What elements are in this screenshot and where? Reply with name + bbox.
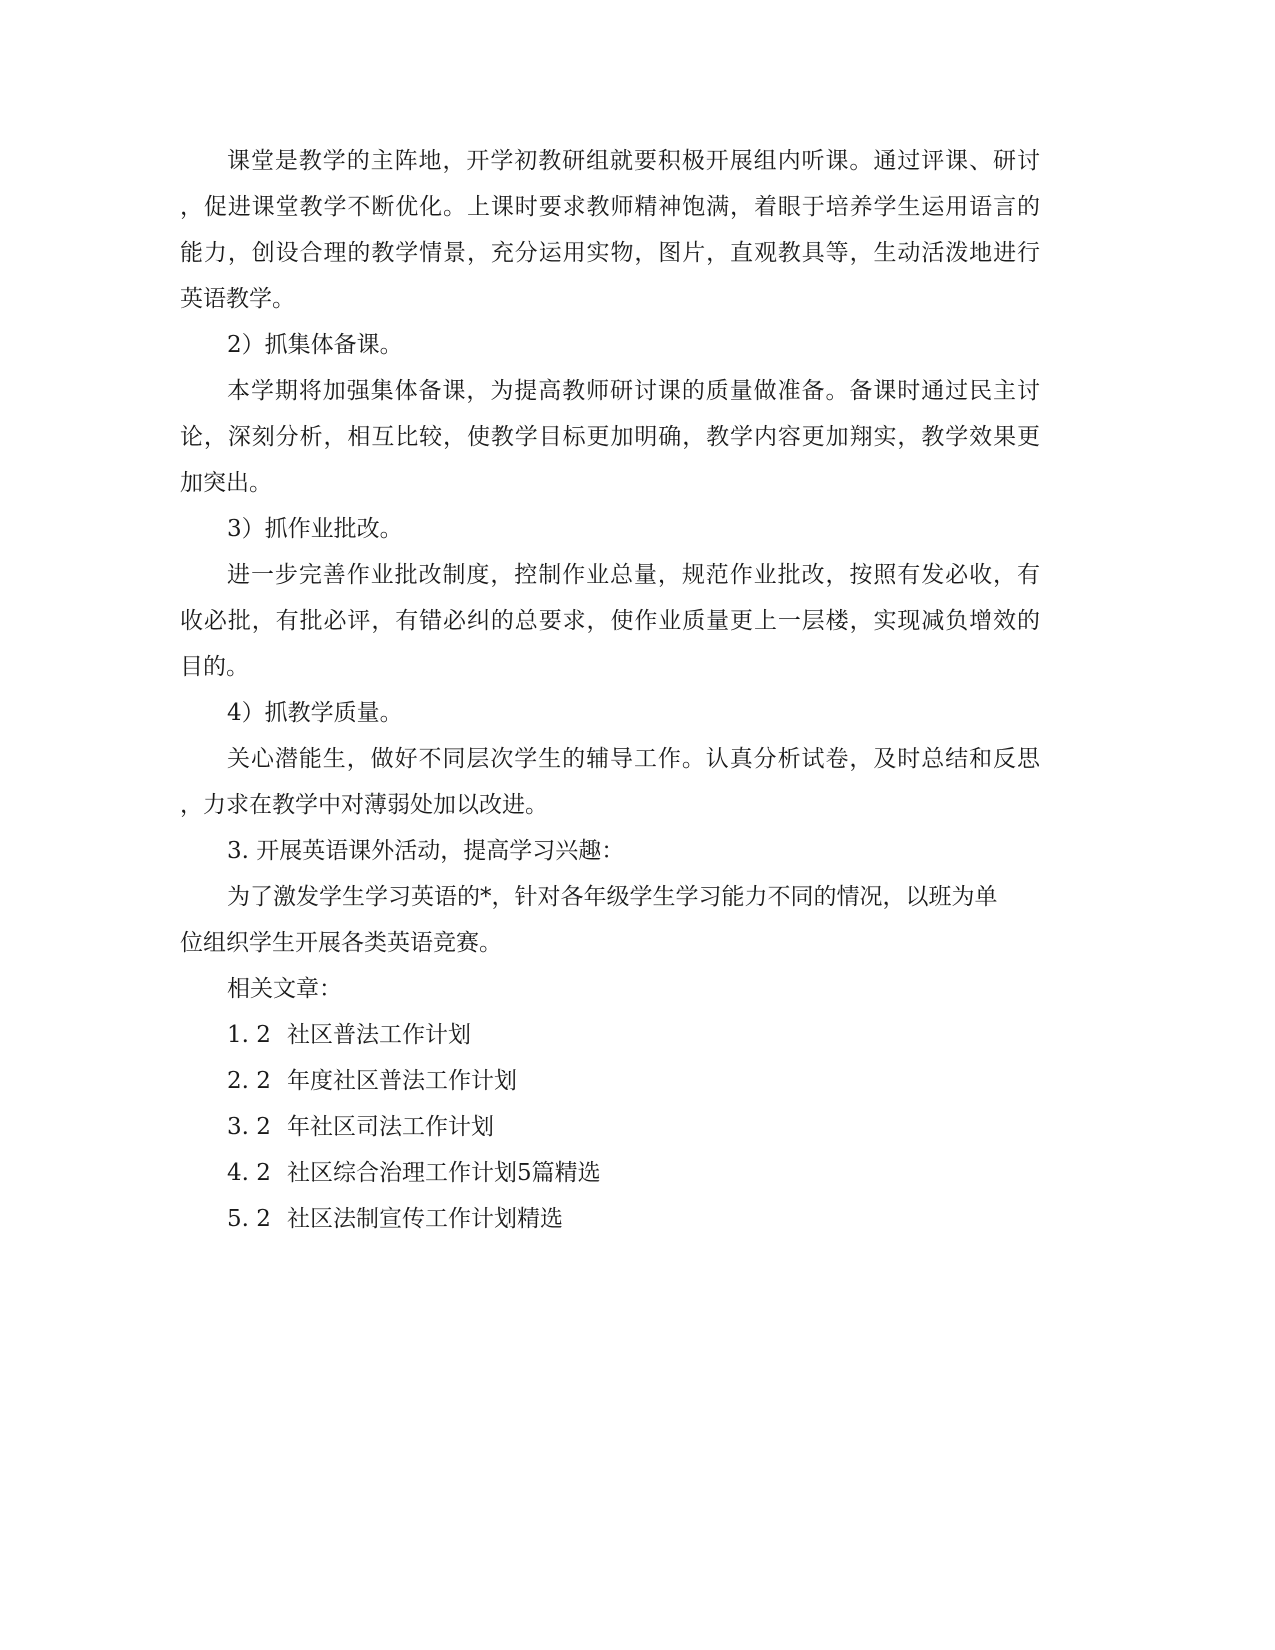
text-line: 3. 开展英语课外活动，提高学习兴趣：	[227, 838, 625, 864]
section-heading-lesson-prep	[180, 322, 1040, 368]
related-article-link[interactable]	[180, 1012, 1040, 1058]
text-line: 收必批，有批必评，有错必纠的总要求，使作业质量更上一层楼，实现减负增效的	[180, 608, 1040, 634]
text-line: 目的。	[180, 654, 249, 680]
related-article-title: 社区普法工作计划	[287, 1022, 471, 1048]
related-articles-heading: 相关文章：	[227, 976, 342, 1002]
related-article-link[interactable]	[180, 1150, 1040, 1196]
related-article-number: 5. 2	[227, 1206, 271, 1232]
text-line: 关心潜能生，做好不同层次学生的辅导工作。认真分析试卷，及时总结和反思	[227, 746, 1040, 772]
paragraph-lesson-prep	[180, 368, 1040, 506]
related-article-title: 社区综合治理工作计划5篇精选	[287, 1160, 601, 1186]
related-article-number: 1. 2	[227, 1022, 271, 1048]
paragraph-homework	[180, 552, 1040, 690]
text-line: 为了激发学生学习英语的*，针对各年级学生学习能力不同的情况，以班为单	[227, 884, 998, 910]
related-article-title: 社区法制宣传工作计划精选	[287, 1206, 563, 1232]
text-line: 英语教学。	[180, 286, 295, 312]
text-line: 论，深刻分析，相互比较，使教学目标更加明确，教学内容更加翔实，教学效果更	[180, 424, 1040, 450]
paragraph-classroom	[180, 138, 1040, 322]
text-line: ，力求在教学中对薄弱处加以改进。	[180, 792, 548, 818]
paragraph-quality	[180, 736, 1040, 828]
text-line: 进一步完善作业批改制度，控制作业总量，规范作业批改，按照有发必收，有	[227, 562, 1040, 588]
text-line: ，促进课堂教学不断优化。上课时要求教师精神饱满，着眼于培养学生运用语言的	[180, 194, 1040, 220]
section-heading-quality	[180, 690, 1040, 736]
text-line: 课堂是教学的主阵地，开学初教研组就要积极开展组内听课。通过评课、研讨	[227, 148, 1040, 174]
related-article-link[interactable]	[180, 1196, 1040, 1242]
text-line: 3）抓作业批改。	[227, 516, 403, 542]
related-article-title: 年度社区普法工作计划	[287, 1068, 517, 1094]
related-article-link[interactable]	[180, 1104, 1040, 1150]
related-articles	[180, 966, 1040, 1242]
related-article-number: 3. 2	[227, 1114, 271, 1140]
paragraph-activities	[180, 874, 1040, 966]
text-line: 加突出。	[180, 470, 272, 496]
text-line: 本学期将加强集体备课，为提高教师研讨课的质量做准备。备课时通过民主讨	[227, 378, 1040, 404]
document-page	[180, 138, 1040, 1242]
text-line: 位组织学生开展各类英语竞赛。	[180, 930, 502, 956]
related-article-number: 2. 2	[227, 1068, 271, 1094]
related-article-number: 4. 2	[227, 1160, 271, 1186]
section-heading-homework	[180, 506, 1040, 552]
related-article-link[interactable]	[180, 1058, 1040, 1104]
text-line: 2）抓集体备课。	[227, 332, 403, 358]
section-heading-activities	[180, 828, 1040, 874]
text-line: 4）抓教学质量。	[227, 700, 403, 726]
related-article-title: 年社区司法工作计划	[287, 1114, 494, 1140]
text-line: 能力，创设合理的教学情景，充分运用实物，图片，直观教具等，生动活泼地进行	[180, 240, 1040, 266]
